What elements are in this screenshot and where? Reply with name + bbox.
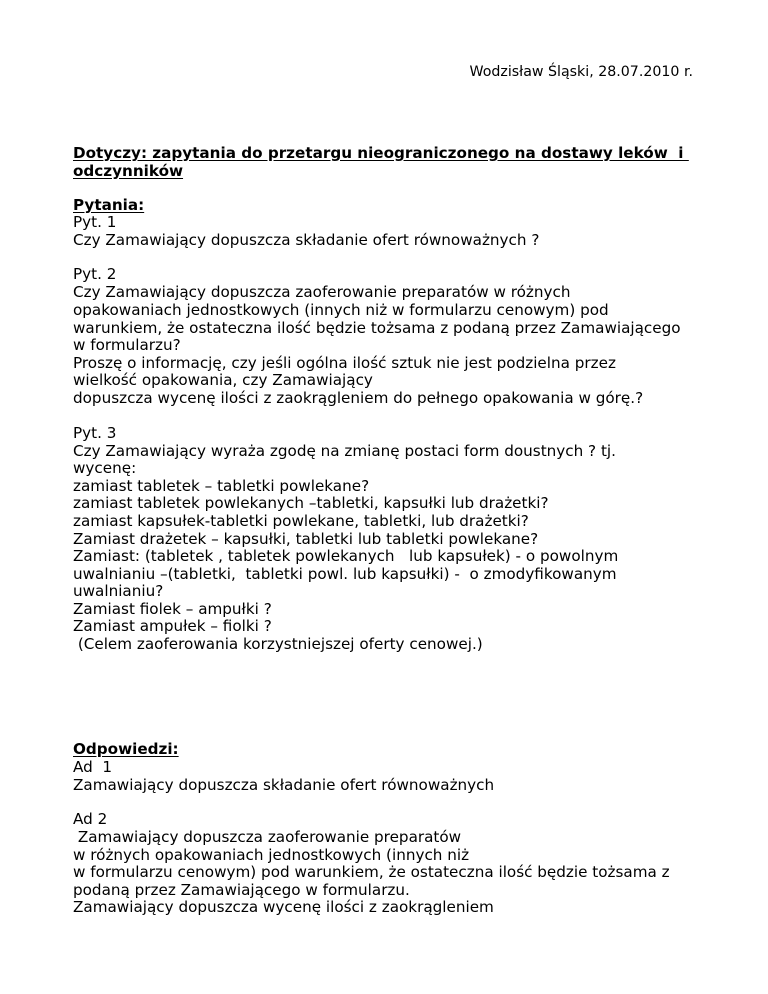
question-2-line: Czy Zamawiający dopuszcza zaoferowanie preparatów w różnych xyxy=(73,283,571,301)
question-3-line: zamiast tabletek powlekanych –tabletki, kapsułki lub drażetki? xyxy=(73,494,549,512)
question-3-line: Zamiast ampułek – fiolki ? xyxy=(73,617,272,635)
question-2-line: w formularzu? xyxy=(73,336,181,354)
question-2-line: Proszę o informację, czy jeśli ogólna ilość sztuk nie jest podzielna przez xyxy=(73,354,616,372)
answer-2-label: Ad 2 xyxy=(73,810,108,828)
question-2-line: wielkość opakowania, czy Zamawiający xyxy=(73,371,373,389)
question-3-line: (Celem zaoferowania korzystniejszej oferty cenowej.) xyxy=(73,635,483,653)
question-3-line: Zamiast drażetek – kapsułki, tabletki lub tabletki powlekane? xyxy=(73,530,539,548)
question-1-line: Czy Zamawiający dopuszcza składanie ofert równoważnych ? xyxy=(73,231,540,249)
subject-line-1: Dotyczy: zapytania do przetargu nieograniczonego na dostawy leków i xyxy=(73,144,689,162)
question-3-line: uwalnianiu –(tabletki, tabletki powl. lub kapsułki) - o zmodyfikowanym xyxy=(73,565,617,583)
answer-1-line: Zamawiający dopuszcza składanie ofert równoważnych xyxy=(73,776,495,794)
question-3-line: uwalnianiu? xyxy=(73,582,164,600)
question-2-line: dopuszcza wycenę ilości z zaokrągleniem do pełnego opakowania w górę.? xyxy=(73,389,644,407)
answer-2-line: podaną przez Zamawiającego w formularzu. xyxy=(73,881,410,899)
question-3-line: wycenę: xyxy=(73,459,137,477)
question-2-label: Pyt. 2 xyxy=(73,265,117,283)
answer-2-line: w różnych opakowaniach jednostkowych (innych niż xyxy=(73,846,470,864)
question-3-line: Czy Zamawiający wyraża zgodę na zmianę postaci form doustnych ? tj. xyxy=(73,442,616,460)
answer-2-line: Zamawiający dopuszcza zaoferowanie preparatów xyxy=(73,828,462,846)
subject-line-2: odczynników xyxy=(73,162,184,180)
place-date: Wodzisław Śląski, 28.07.2010 r. xyxy=(469,64,693,80)
answer-2-line: w formularzu cenowym) pod warunkiem, że ostateczna ilość będzie tożsama z xyxy=(73,863,670,881)
question-2-line: warunkiem, że ostateczna ilość będzie tożsama z podaną przez Zamawiającego xyxy=(73,319,681,337)
answer-2-line: Zamawiający dopuszcza wycenę ilości z zaokrągleniem xyxy=(73,898,494,916)
questions-heading: Pytania: xyxy=(73,196,145,214)
answers-heading: Odpowiedzi: xyxy=(73,740,179,758)
question-3-line: zamiast kapsułek-tabletki powlekane, tabletki, lub drażetki? xyxy=(73,512,529,530)
question-1-label: Pyt. 1 xyxy=(73,213,117,231)
question-2-line: opakowaniach jednostkowych (innych niż w formularzu cenowym) pod xyxy=(73,301,609,319)
question-3-line: Zamiast fiolek – ampułki ? xyxy=(73,600,272,618)
question-3-label: Pyt. 3 xyxy=(73,424,117,442)
question-3-line: zamiast tabletek – tabletki powlekane? xyxy=(73,477,370,495)
answer-1-label: Ad 1 xyxy=(73,758,113,776)
question-3-line: Zamiast: (tabletek , tabletek powlekanych lub kapsułek) - o powolnym xyxy=(73,547,619,565)
